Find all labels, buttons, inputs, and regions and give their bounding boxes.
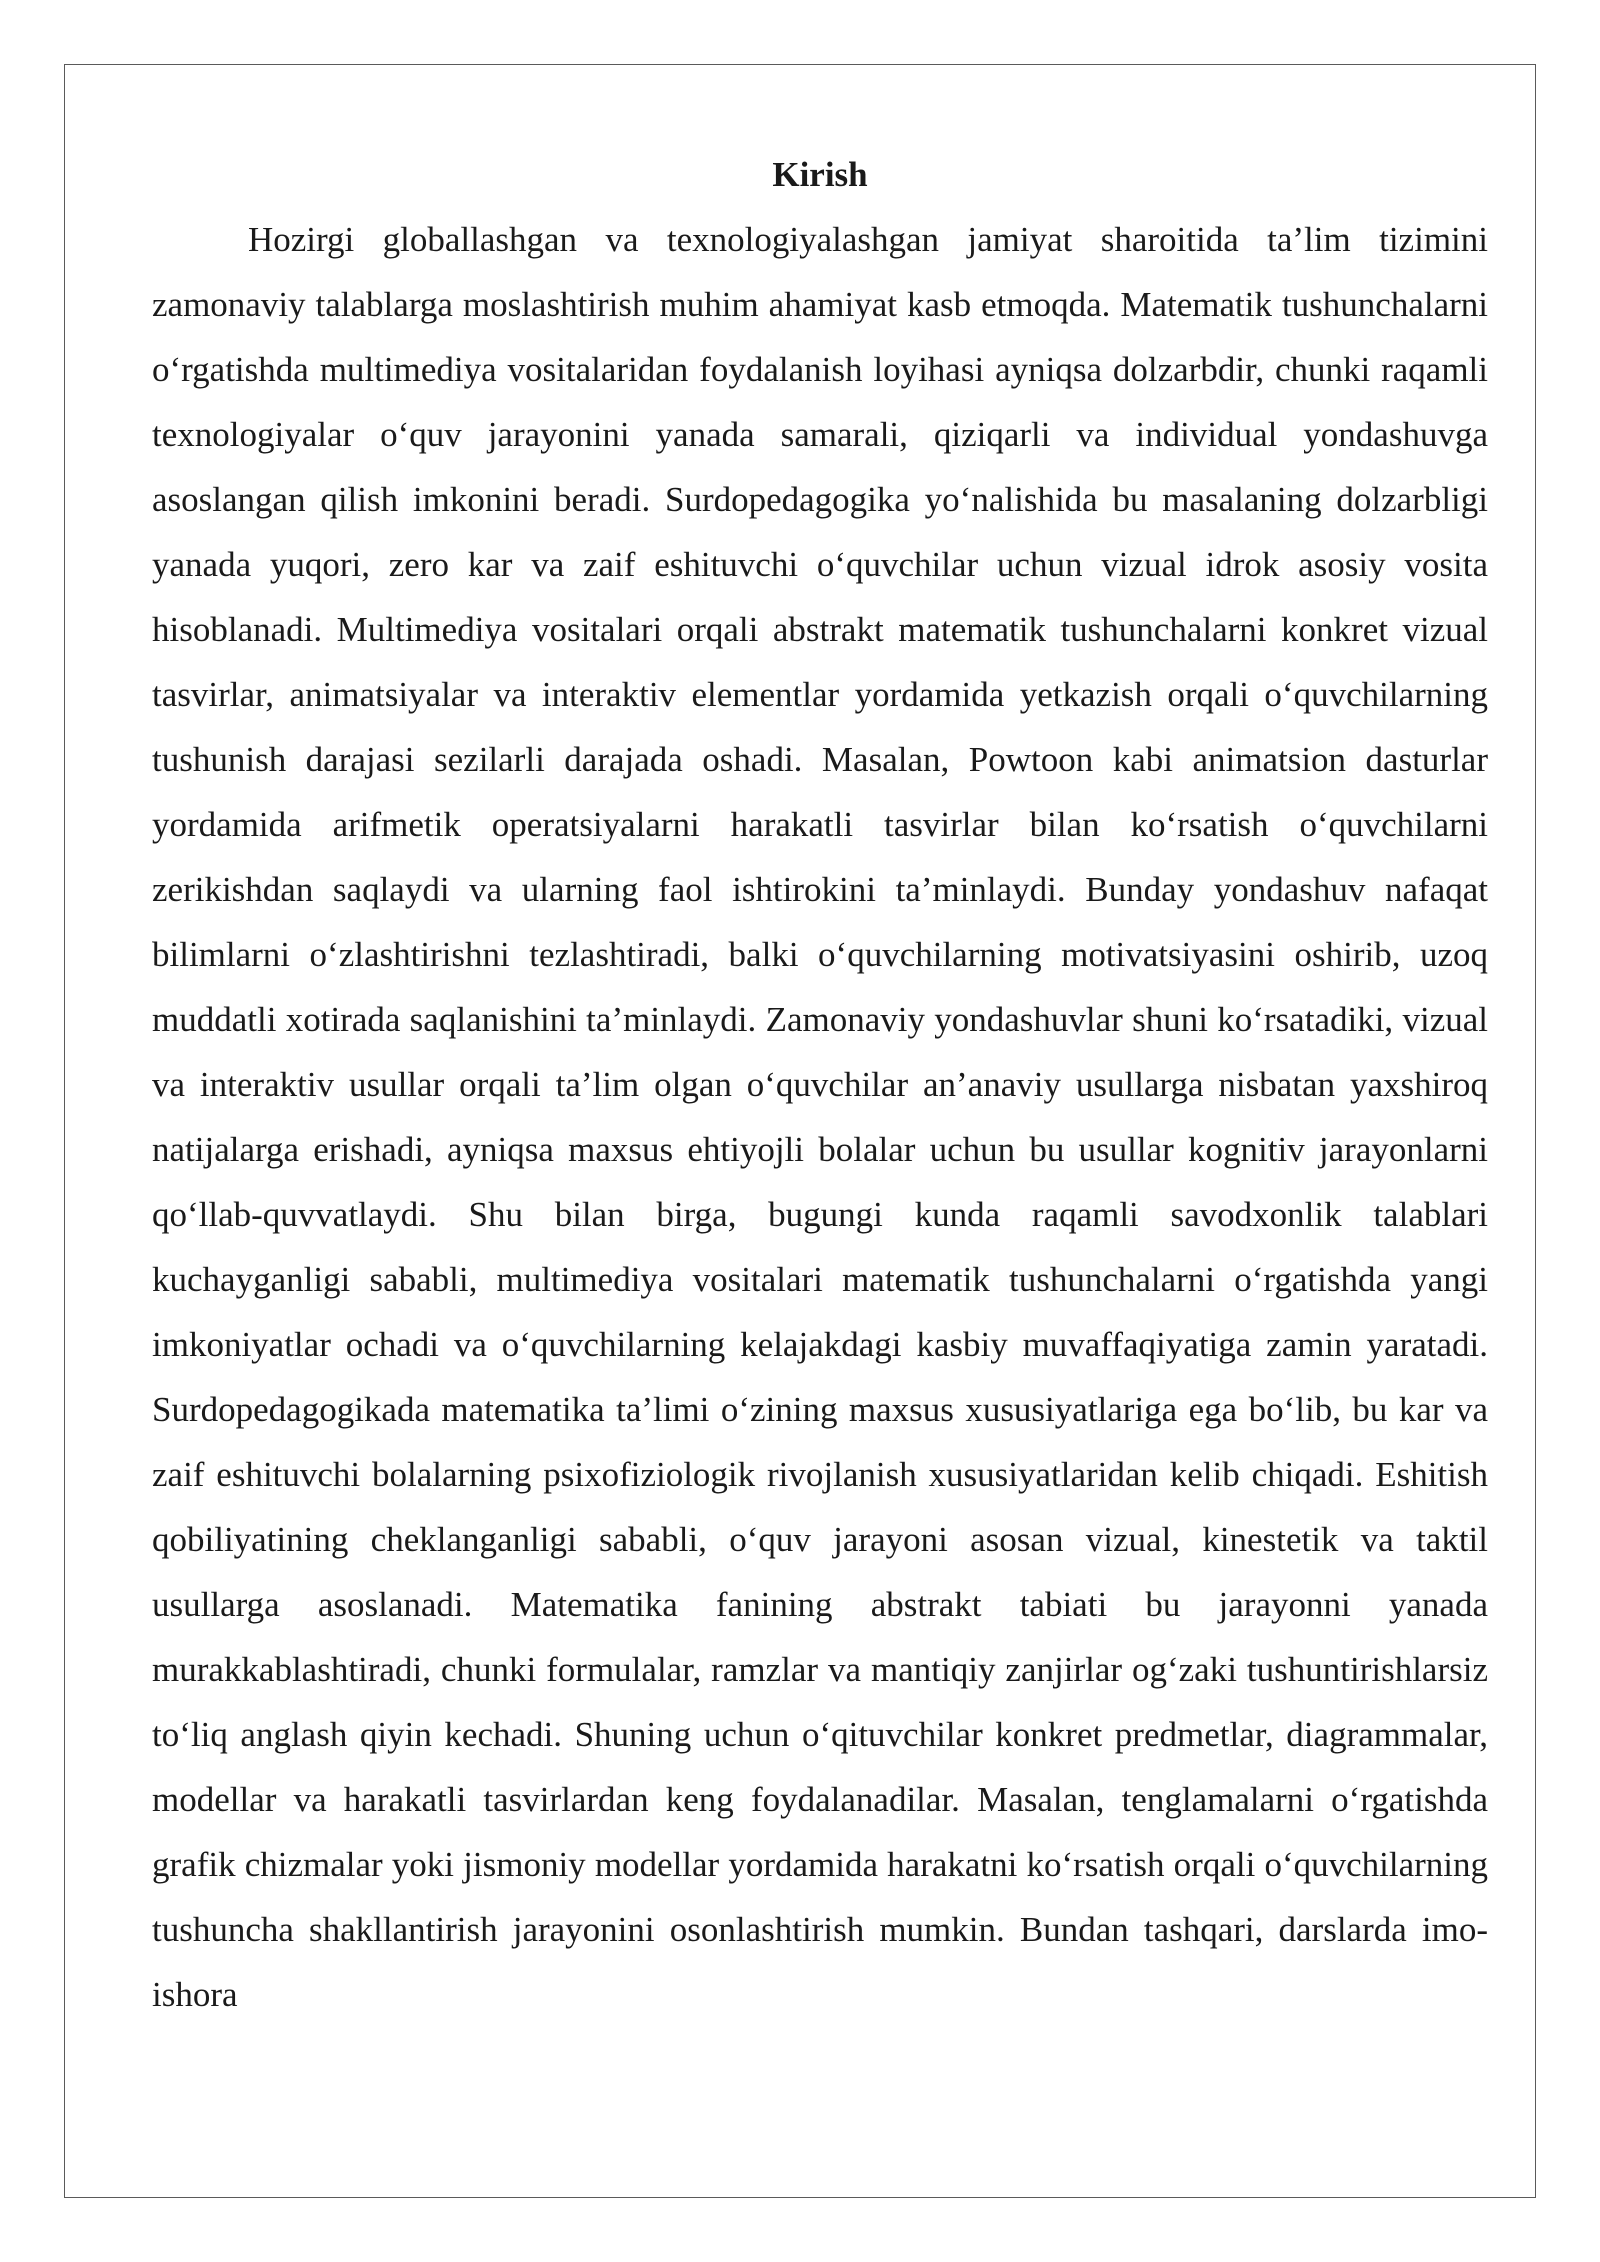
document-body xyxy=(152,142,1488,2027)
document-title: Kirish xyxy=(772,155,868,194)
body-paragraph: Hozirgi globallashgan va texnologiyalashgan jamiyat sharoitida ta’lim tizimini zamonaviy talablarga moslashtirish muhim ahamiyat kasb etmoqda. Matematik tushunchalarni o‘rgatishda multimediya vositalaridan foydalanish loyihasi ayniqsa dolzarbdir, chunki raqamli texnologiyalar o‘quv jarayonini yanada samarali, qiziqarli va individual yondashuvga asoslangan qilish imkonini beradi. Surdopedagogika yo‘nalishida bu masalaning dolzarbligi yanada yuqori, zero kar va zaif eshituvchi o‘quvchilar uchun vizual idrok asosiy vosita hisoblanadi. Multimediya vositalari orqali abstrakt matematik tushunchalarni konkret vizual tasvirlar, animatsiyalar va interaktiv elementlar yordamida yetkazish orqali o‘quvchilarning tushunish darajasi sezilarli darajada oshadi. Masalan, Powtoon kabi animatsion dasturlar yordamida arifmetik operatsiyalarni harakatli tasvirlar bilan ko‘rsatish o‘quvchilarni zerikishdan saqlaydi va ularning faol ishtirokini ta’minlaydi. Bunday yondashuv nafaqat bilimlarni o‘zlashtirishni tezlashtiradi, balki o‘quvchilarning motivatsiyasini oshirib, uzoq muddatli xotirada saqlanishini ta’minlaydi. Zamonaviy yondashuvlar shuni ko‘rsatadiki, vizual va interaktiv usullar orqali ta’lim olgan o‘quvchilar an’anaviy usullarga nisbatan yaxshiroq natijalarga erishadi, ayniqsa maxsus ehtiyojli bolalar uchun bu usullar kognitiv jarayonlarni qo‘llab-quvvatlaydi. Shu bilan birga, bugungi kunda raqamli savodxonlik talablari kuchayganligi sababli, multimediya vositalari matematik tushunchalarni o‘rgatishda yangi imkoniyatlar ochadi va o‘quvchilarning kelajakdagi kasbiy muvaffaqiyatiga zamin yaratadi. Surdopedagogikada matematika ta’limi o‘zining maxsus xususiyatlariga ega bo‘lib, bu kar va zaif eshituvchi bolalarning psixofiziologik rivojlanish xususiyatlaridan kelib chiqadi. Eshitish qobiliyatining cheklanganligi sababli, o‘quv jarayoni asosan vizual, kinestetik va taktil usullarga asoslanadi. Matematika fanining abstrakt tabiati bu jarayonni yanada murakkablashtiradi, chunki formulalar, ramzlar va mantiqiy zanjirlar og‘zaki tushuntirishlarsiz to‘liq anglash qiyin kechadi. Shuning uchun o‘qituvchilar konkret predmetlar, diagrammalar, modellar va harakatli tasvirlardan keng foydalanadilar. Masalan, tenglamalarni o‘rgatishda grafik chizmalar yoki jismoniy modellar yordamida harakatni ko‘rsatish orqali o‘quvchilarning tushuncha shakllantirish jarayonini osonlashtirish mumkin. Bundan tashqari, darslarda imo-ishora xyxy=(152,220,1488,2014)
